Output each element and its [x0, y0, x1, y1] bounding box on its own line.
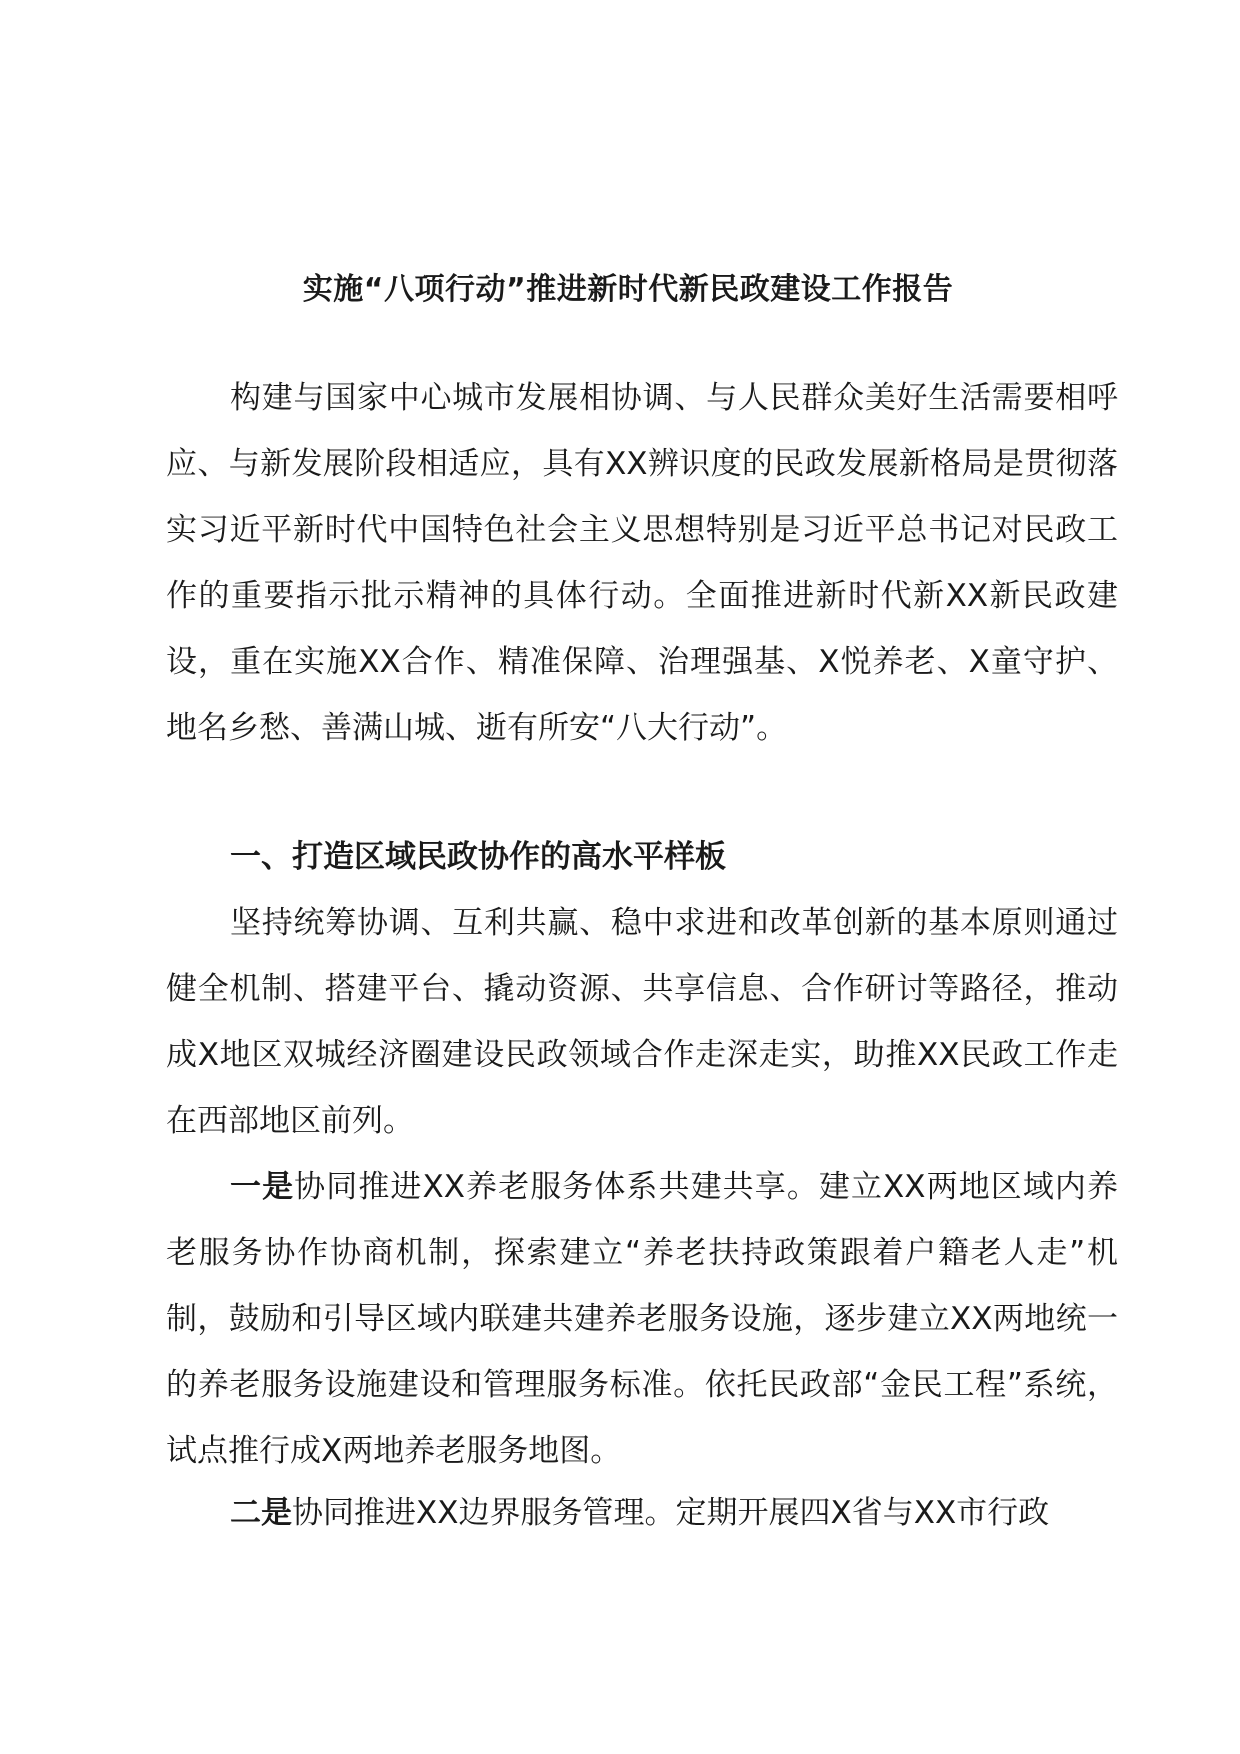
list-item-second [166, 1480, 1118, 1546]
document-title: 实施“八项行动”推进新时代新民政建设工作报告 [302, 272, 954, 307]
item-lead: 一是 [230, 1169, 295, 1205]
item-lead: 二是 [230, 1495, 292, 1531]
intro-paragraph: 构建与国家中心城市发展相协调、与人民群众美好生活需要相呼应、与新发展阶段相适应，具有XX辨识度的民政发展新格局是贯彻落实习近平新时代中国特色社会主义思想特别是习近平总书记对民政工作的重要指示批示精神的具体行动。全面推进新时代新XX新民政建设，重在实施XX合作、精准保障、治理强基、X悦养老、X童守护、地名乡愁、善满山城、逝有所安“八大行动”。 [166, 380, 1118, 746]
section-paragraph: 坚持统筹协调、互利共赢、稳中求进和改革创新的基本原则通过健全机制、搭建平台、撬动资源、共享信息、合作研讨等路径，推动成X地区双城经济圈建设民政领域合作走深走实，助推XX民政工作走在西部地区前列。 [166, 905, 1118, 1139]
list-item-first [166, 1154, 1118, 1484]
item-text: 协同推进XX养老服务体系共建共享。建立XX两地区域内养老服务协作协商机制，探索建立“养老扶持政策跟着户籍老人走”机制，鼓励和引导区域内联建共建养老服务设施，逐步建立XX两地统一的养老服务设施建设和管理服务标准。依托民政部“金民工程”系统，试点推行成X两地养老服务地图。 [166, 1169, 1119, 1469]
section-heading: 一、打造区域民政协作的高水平样板 [230, 839, 726, 875]
item-text: 协同推进XX边界服务管理。定期开展四X省与XX市行政 [292, 1495, 1050, 1531]
